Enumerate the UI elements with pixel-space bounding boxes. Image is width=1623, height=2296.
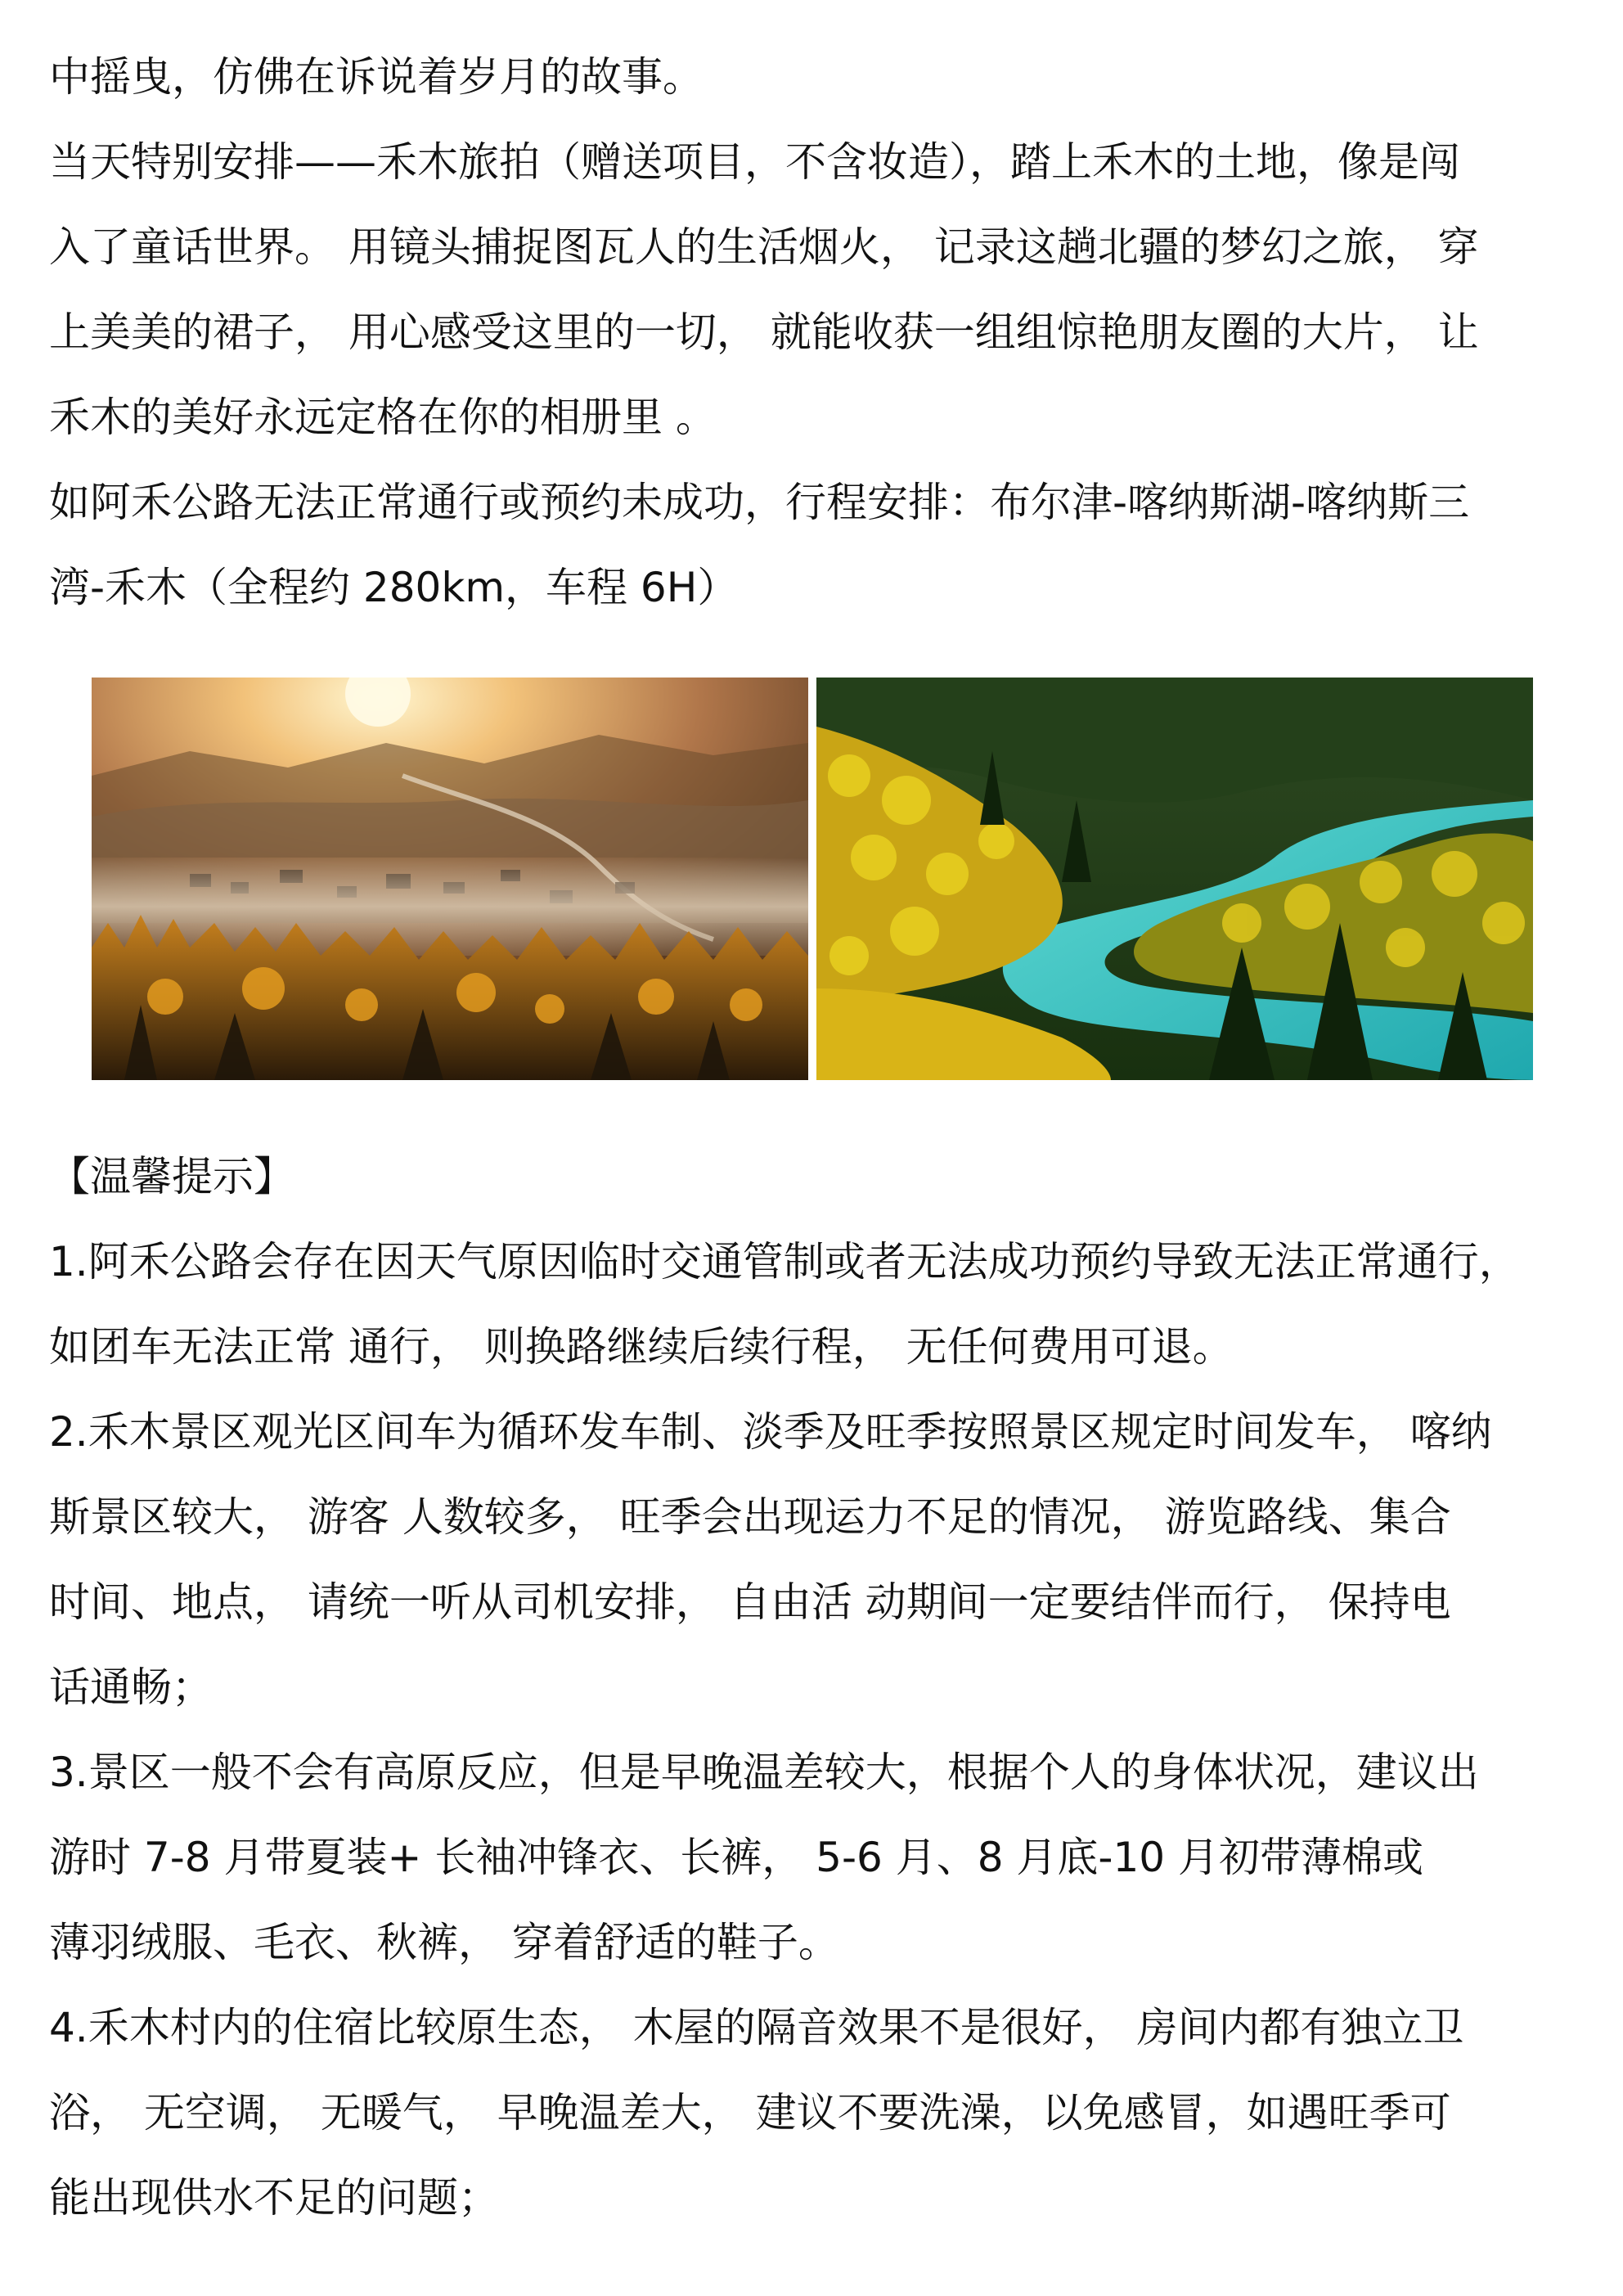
text-line: 中摇曳，仿佛在诉说着岁月的故事。: [49, 53, 704, 101]
text-line: 当天特别安排——禾木旅拍（赠送项目，不含妆造），踏上禾木的土地，像是闯: [49, 138, 1460, 186]
text-line: 湾-禾木（全程约 280km，车程 6H）: [49, 564, 739, 611]
text-line: 如阿禾公路无法正常通行或预约未成功，行程安排：布尔津-喀纳斯湖-喀纳斯三: [49, 479, 1470, 526]
tip-line: 浴， 无空调， 无暖气， 早晚温差大， 建议不要洗澡，以免感冒，如遇旺季可: [49, 2089, 1451, 2136]
tip-line: 时间、地点， 请统一听从司机安排， 自由活 动期间一定要结伴而行， 保持电: [49, 1578, 1451, 1626]
tip-line: 2.禾木景区观光区间车为循环发车制、淡季及旺季按照景区规定时间发车， 喀纳: [49, 1408, 1492, 1456]
text-line: 上美美的裙子， 用心感受这里的一切， 就能收获一组组惊艳朋友圈的大片， 让: [49, 308, 1479, 356]
text-line: 禾木的美好永远定格在你的相册里 。: [49, 394, 717, 441]
tip-line: 能出现供水不足的问题；: [49, 2174, 499, 2222]
text-line: 入了童话世界。 用镜头捕捉图瓦人的生活烟火， 记录这趟北疆的梦幻之旅， 穿: [49, 223, 1479, 271]
kanas-river-bend-photo: [816, 678, 1533, 1080]
tips-heading: 【温馨提示】: [49, 1153, 294, 1200]
tip-line: 如团车无法正常 通行， 则换路继续后续行程， 无任何费用可退。: [49, 1323, 1234, 1371]
tip-line: 3.景区一般不会有高原反应，但是早晚温差较大，根据个人的身体状况，建议出: [49, 1749, 1479, 1796]
tip-line: 游时 7-8 月带夏装+ 长袖冲锋衣、长裤， 5-6 月、8 月底-10 月初带薄棉或: [49, 1834, 1423, 1881]
tip-line: 斯景区较大， 游客 人数较多， 旺季会出现运力不足的情况， 游览路线、集合: [49, 1493, 1451, 1541]
tip-line: 4.禾木村内的住宿比较原生态， 木屋的隔音效果不是很好， 房间内都有独立卫: [49, 2004, 1464, 2051]
tip-line: 1.阿禾公路会存在因天气原因临时交通管制或者无法成功预约导致无法正常通行，: [49, 1238, 1520, 1285]
tip-line: 话通畅；: [49, 1663, 213, 1711]
hemu-village-sunrise-photo: [92, 678, 808, 1080]
tip-line: 薄羽绒服、毛衣、秋裤， 穿着舒适的鞋子。: [49, 1919, 839, 1966]
